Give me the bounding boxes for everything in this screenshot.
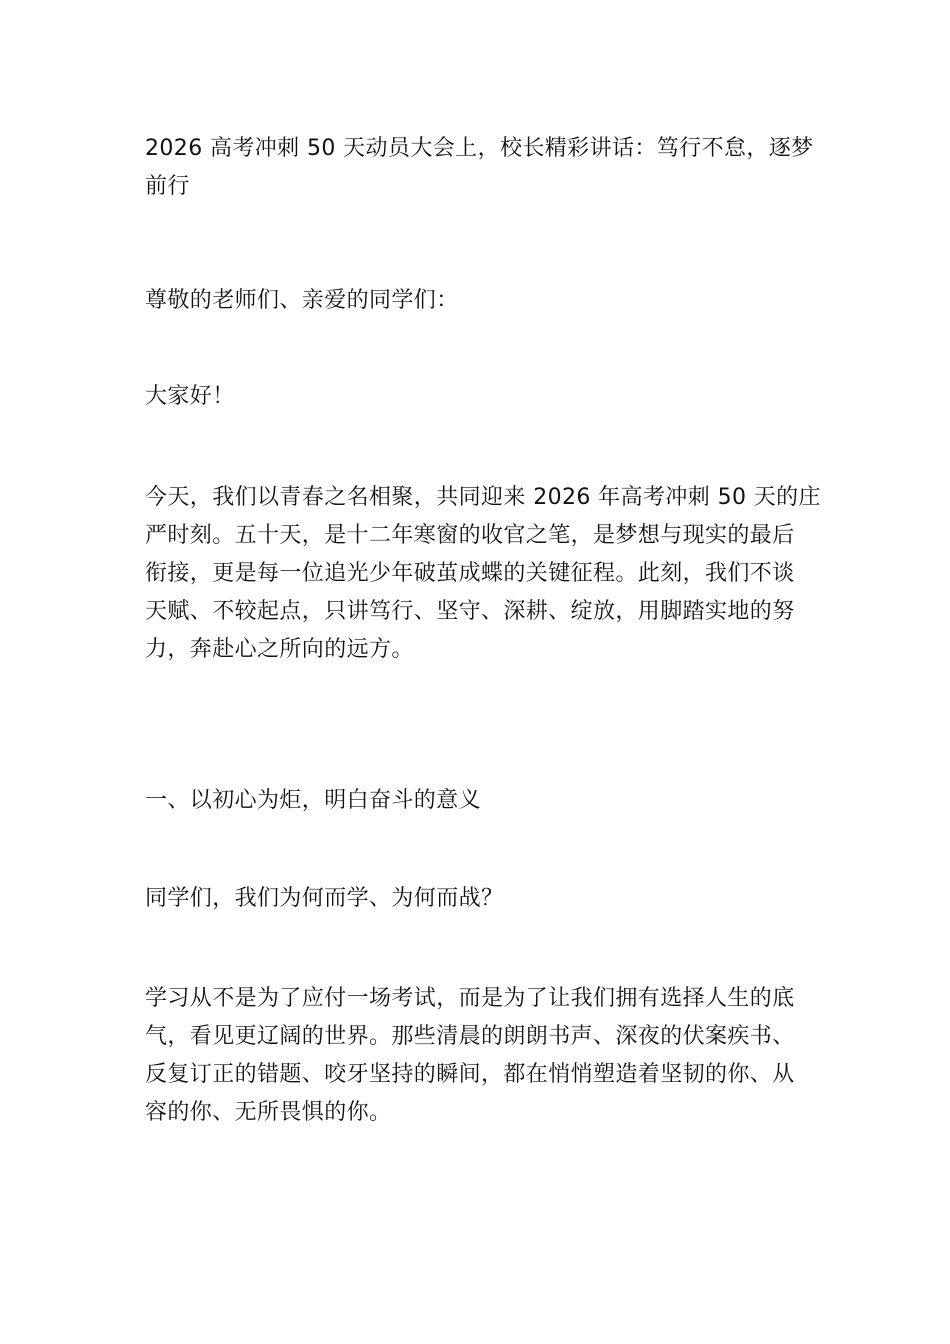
salutation-text: 尊敬的老师们、亲爱的同学们： bbox=[145, 288, 459, 313]
intro-line: 今天，我们以青春之名相聚，共同迎来 2026 年高考冲刺 50 天的庄 bbox=[145, 485, 821, 510]
body-line: 反复订正的错题、咬牙坚持的瞬间，都在悄悄塑造着坚韧的你、从 bbox=[145, 1062, 795, 1087]
section-question bbox=[145, 880, 810, 918]
title-line: 2026 高考冲刺 50 天动员大会上，校长精彩讲话：笃行不怠，逐梦 bbox=[145, 136, 814, 161]
section-heading bbox=[145, 782, 810, 820]
section-body-paragraph bbox=[145, 980, 810, 1132]
body-line: 学习从不是为了应付一场考试，而是为了让我们拥有选择人生的底 bbox=[145, 986, 795, 1011]
body-line: 气，看见更辽阔的世界。那些清晨的朗朗书声、深夜的伏案疾书、 bbox=[145, 1024, 795, 1049]
section1-heading: 一、以初心为炬，明白奋斗的意义 bbox=[145, 788, 482, 813]
salutation bbox=[145, 282, 810, 320]
greeting bbox=[145, 378, 810, 416]
title-line: 前行 bbox=[145, 174, 190, 199]
intro-paragraph bbox=[145, 479, 821, 669]
intro-line: 天赋、不较起点，只讲笃行、坚守、深耕、绽放，用脚踏实地的努 bbox=[145, 599, 795, 624]
section1-question: 同学们，我们为何而学、为何而战？ bbox=[145, 886, 504, 911]
intro-line: 力，奔赴心之所向的远方。 bbox=[145, 637, 414, 662]
intro-line: 严时刻。五十天，是十二年寒窗的收官之笔，是梦想与现实的最后 bbox=[145, 523, 795, 548]
intro-line: 衔接，更是每一位追光少年破茧成蝶的关键征程。此刻，我们不谈 bbox=[145, 561, 795, 586]
body-line: 容的你、无所畏惧的你。 bbox=[145, 1100, 392, 1125]
greeting-text: 大家好！ bbox=[145, 384, 235, 409]
document-title bbox=[145, 130, 814, 206]
